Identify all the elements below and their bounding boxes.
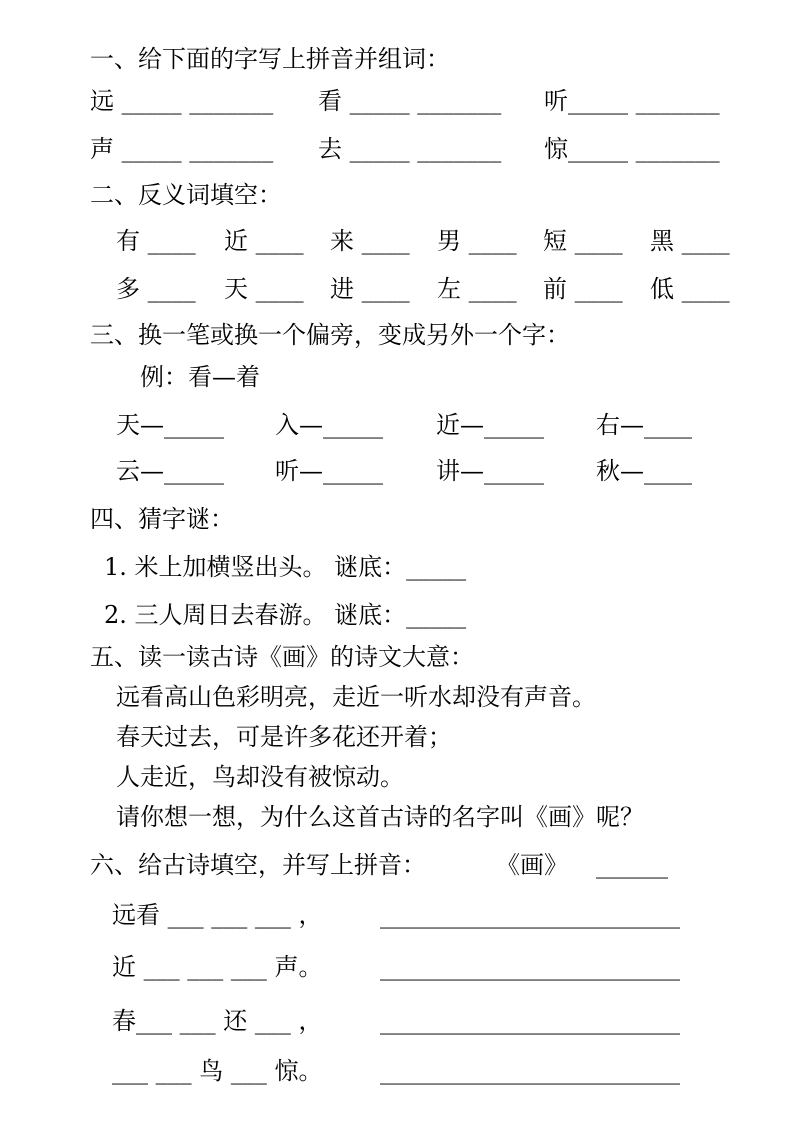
poem-line-3: 春___ ___ 还 ___ ， bbox=[112, 1007, 323, 1035]
s2-row1-item-6: 黑 ____ bbox=[650, 227, 730, 255]
s3-row2-item-1: 云—_____ bbox=[116, 457, 224, 485]
section-1-heading: 一、给下面的字写上拼音并组词： bbox=[90, 45, 450, 73]
s2-row2-item-1: 多 ____ bbox=[116, 275, 196, 303]
s1-row2-item-1: 声 _____ _______ bbox=[90, 135, 274, 163]
s2-row1-item-4: 男 ____ bbox=[437, 227, 517, 255]
s2-row1-item-1: 有 ____ bbox=[116, 227, 196, 255]
poem-line-2: 近 ___ ___ ___ 声。 bbox=[112, 953, 323, 981]
s1-row2-item-2: 去 _____ _______ bbox=[318, 135, 502, 163]
s2-row1-item-5: 短 ____ bbox=[543, 227, 623, 255]
s3-row2-item-3: 讲—_____ bbox=[436, 457, 544, 485]
s4-riddle-2: 2. 三人周日去春游。 谜底：_____ bbox=[104, 601, 467, 629]
s2-row2-item-3: 进 ____ bbox=[330, 275, 410, 303]
s3-row2-item-2: 听—_____ bbox=[275, 457, 383, 485]
s1-row2-item-3: 惊_____ _______ bbox=[544, 135, 720, 163]
s5-line-4: 请你想一想，为什么这首古诗的名字叫《画》呢？ bbox=[116, 803, 644, 831]
poem-line-2-pinyin-blank: _________________________ bbox=[380, 953, 680, 981]
s5-line-3: 人走近，鸟却没有被惊动。 bbox=[116, 763, 404, 791]
s3-row1-item-3: 近—_____ bbox=[436, 411, 544, 439]
poem-line-1-pinyin-blank: _________________________ bbox=[380, 901, 680, 929]
s3-row1-item-1: 天—_____ bbox=[116, 411, 224, 439]
s2-row2-item-4: 左 ____ bbox=[437, 275, 517, 303]
s2-row2-item-2: 天 ____ bbox=[224, 275, 304, 303]
s2-row1-item-3: 来 ____ bbox=[330, 227, 410, 255]
section-6-heading: 六、给古诗填空，并写上拼音： bbox=[90, 851, 426, 879]
poem-line-4: ___ ___ 鸟 ___ 惊。 bbox=[112, 1057, 323, 1085]
s3-row2-item-4: 秋—____ bbox=[596, 457, 692, 485]
section-3-heading: 三、换一笔或换一个偏旁，变成另外一个字： bbox=[90, 321, 570, 349]
poem-title-pinyin-blank: ______ bbox=[596, 851, 668, 879]
section-2-heading: 二、反义词填空： bbox=[90, 181, 282, 209]
section-4-heading: 四、猜字谜： bbox=[90, 505, 234, 533]
s1-row1-item-1: 远 _____ _______ bbox=[90, 87, 274, 115]
s1-row1-item-3: 听_____ _______ bbox=[544, 87, 720, 115]
s3-row1-item-4: 右—____ bbox=[596, 411, 692, 439]
poem-line-3-pinyin-blank: _________________________ bbox=[380, 1007, 680, 1035]
s3-row1-item-2: 入—_____ bbox=[275, 411, 383, 439]
s1-row1-item-2: 看 _____ _______ bbox=[318, 87, 502, 115]
s2-row1-item-2: 近 ____ bbox=[224, 227, 304, 255]
poem-line-4-pinyin-blank: _________________________ bbox=[380, 1057, 680, 1085]
poem-line-1: 远看 ___ ___ ___ ， bbox=[112, 901, 323, 929]
s2-row2-item-5: 前 ____ bbox=[543, 275, 623, 303]
poem-title: 《画》 bbox=[496, 851, 568, 879]
s3-example: 例：看—着 bbox=[140, 363, 260, 391]
s4-riddle-1: 1. 米上加横竖出头。 谜底：_____ bbox=[104, 553, 467, 581]
s5-line-1: 远看高山色彩明亮，走近一听水却没有声音。 bbox=[116, 683, 596, 711]
section-5-heading: 五、读一读古诗《画》的诗文大意： bbox=[90, 643, 474, 671]
s2-row2-item-6: 低 ____ bbox=[650, 275, 730, 303]
s5-line-2: 春天过去，可是许多花还开着； bbox=[116, 723, 452, 751]
